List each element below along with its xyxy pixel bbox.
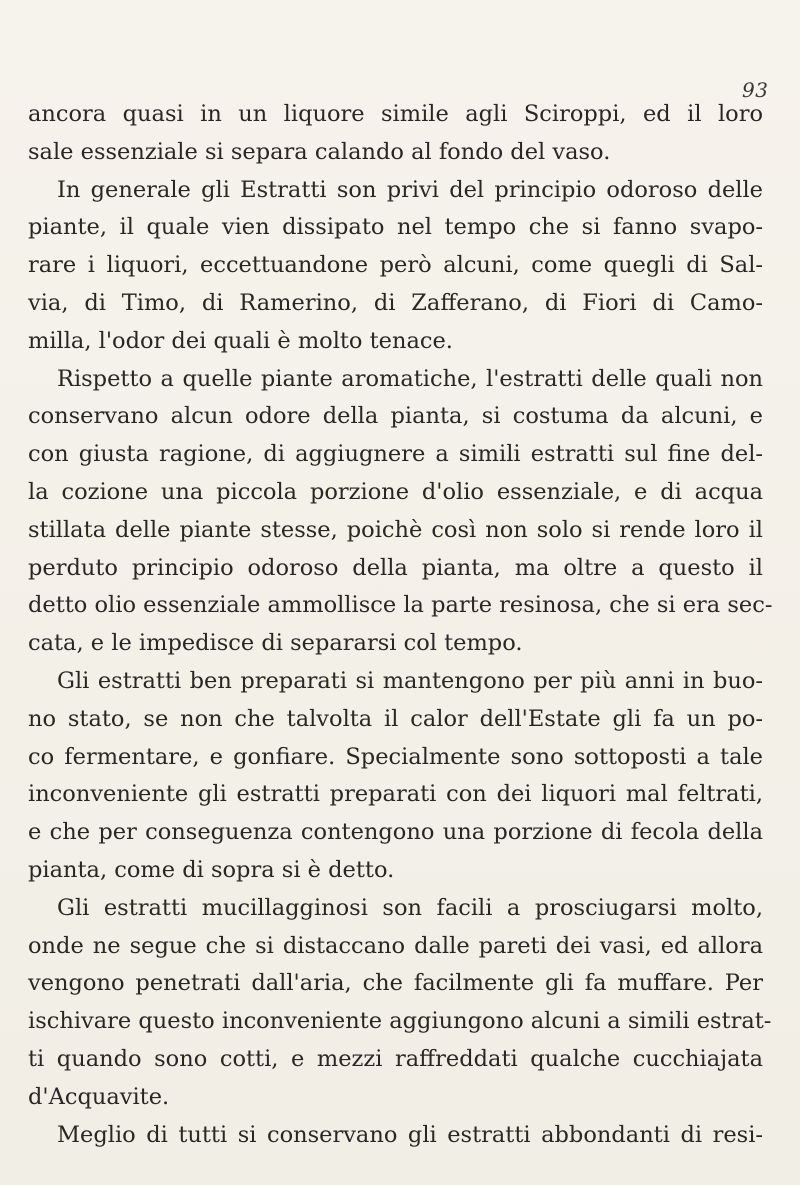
text-line: Meglio di tutti si conservano gli estratti abbondanti di resi- xyxy=(57,1121,763,1148)
text-line: In generale gli Estratti son privi del principio odoroso delle xyxy=(57,176,763,203)
text-line: sale essenziale si separa calando al fondo del vaso. xyxy=(28,138,611,165)
text-line: perduto principio odoroso della pianta, ma oltre a questo il xyxy=(28,554,763,581)
text-line: milla, l'odor dei quali è molto tenace. xyxy=(28,327,453,354)
text-line: d'Acquavite. xyxy=(28,1083,170,1110)
text-line: ti quando sono cotti, e mezzi raffreddati qualche cucchiajata xyxy=(28,1045,763,1072)
text-line: via, di Timo, di Ramerino, di Zafferano, di Fiori di Camo- xyxy=(28,289,763,316)
body-text xyxy=(28,96,773,1154)
text-line: conservano alcun odore della pianta, si costuma da alcuni, e xyxy=(28,403,763,430)
text-line: onde ne segue che si distaccano dalle pareti dei vasi, ed allora xyxy=(28,932,763,959)
text-line: no stato, se non che talvolta il calor dell'Estate gli fa un po- xyxy=(28,705,763,732)
text-line: piante, il quale vien dissipato nel tempo che si fanno svapo- xyxy=(28,214,763,241)
text-line: ancora quasi in un liquore simile agli Sciroppi, ed il loro xyxy=(28,101,763,127)
page-number: 93 xyxy=(742,78,769,102)
text-line: co fermentare, e gonfiare. Specialmente sono sottoposti a tale xyxy=(28,743,763,770)
text-line: inconveniente gli estratti preparati con dei liquori mal feltrati, xyxy=(28,781,763,808)
text-line: stillata delle piante stesse, poichè così non solo si rende loro il xyxy=(28,516,763,543)
text-line: Gli estratti mucillagginosi son facili a prosciugarsi molto, xyxy=(57,894,763,921)
text-line: detto olio essenziale ammollisce la parte resinosa, che si era sec- xyxy=(28,592,773,619)
text-line: con giusta ragione, di aggiugnere a simili estratti sul fine del- xyxy=(28,441,763,468)
text-line: la cozione una piccola porzione d'olio essenziale, e di acqua xyxy=(28,478,763,505)
text-line: Gli estratti ben preparati si mantengono per più anni in buo- xyxy=(57,667,763,694)
text-line: pianta, come di sopra si è detto. xyxy=(28,856,395,883)
text-line: rare i liquori, eccettuandone però alcuni, come quegli di Sal- xyxy=(28,252,763,279)
text-line: cata, e le impedisce di separarsi col tempo. xyxy=(28,630,523,657)
text-line: ischivare questo inconveniente aggiungono alcuni a simili estrat- xyxy=(28,1008,772,1035)
text-line: Rispetto a quelle piante aromatiche, l'estratti delle quali non xyxy=(57,365,763,392)
text-line: vengono penetrati dall'aria, che facilmente gli fa muffare. Per xyxy=(28,970,763,997)
text-line: e che per conseguenza contengono una porzione di fecola della xyxy=(28,819,763,846)
